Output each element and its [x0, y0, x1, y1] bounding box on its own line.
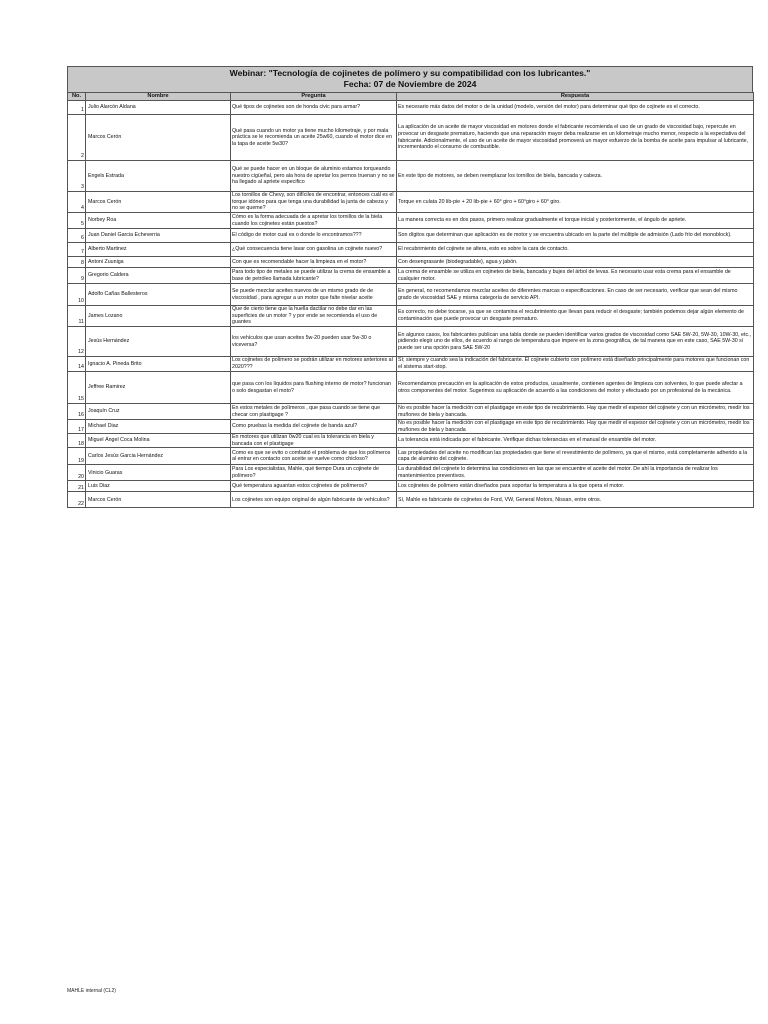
- row-name: Luis Diaz: [86, 481, 231, 492]
- row-name: Juan Daniel Garcia Echeverria: [86, 229, 231, 243]
- row-number: 7: [68, 243, 86, 257]
- row-question: Qué se puede hacer en un bloque de aluminio estamos torqueando nuestro cigüeñal, pero ala hora de apretar los pernos truenan y no se ha llegado al apriete especifico: [231, 161, 397, 192]
- table-row: [68, 101, 754, 115]
- row-number: 6: [68, 229, 86, 243]
- row-number: 22: [68, 492, 86, 508]
- row-answer: Es necesario más datos del motor o de la unidad (modelo, versión del motor) para determinar qué tipo de cojinete es el correcto.: [397, 101, 754, 115]
- row-question: Qué temperatura aguantan estos cojinetes de polímeros?: [231, 481, 397, 492]
- col-header-respuesta: Respuesta: [397, 93, 754, 101]
- row-name: Marcos Cerón: [86, 115, 231, 161]
- table-row: [68, 192, 754, 213]
- row-question: En motores que utilizan 0w20 cual es la tolerancia en biela y bancada con el plastigage: [231, 434, 397, 448]
- table-row: [68, 357, 754, 372]
- row-question: El código de motor cual es o donde lo encontramos???: [231, 229, 397, 243]
- row-question: Qué tipos de cojinetes son de honda civic para armar?: [231, 101, 397, 115]
- row-answer: Torque en culata 20 lib-pie + 20 lib-pie + 60° giro + 60°giro + 60° giro.: [397, 192, 754, 213]
- table-row: [68, 229, 754, 243]
- row-answer: Sí, Mahle es fabricante de cojinetes de Ford, VW, General Motors, Nissan, entre otros.: [397, 492, 754, 508]
- row-question: Con que es recomendable hacer la limpieza en el motor?: [231, 257, 397, 268]
- row-answer: No es posible hacer la medición con el plastigage en este tipo de recubrimiento. Hay que medir el espesor del cojinete y con un micrómetro, medir los muñones de biela y bancada.: [397, 404, 754, 420]
- table-row: [68, 306, 754, 327]
- row-question: Como pruebas la medida del cojinete de banda azul?: [231, 420, 397, 434]
- table-row: [68, 465, 754, 481]
- row-answer: Sí; siempre y cuando sea la indicación del fabricante. El cojinete cubierto con polímero está diseñado principalmente para motores que funcionan con el sistema start-stop.: [397, 357, 754, 372]
- row-question: Se puede mezclar aceites nuevos de un mismo grado de de viscosidad , para agregar a un motor que falte nivelar aceite: [231, 284, 397, 306]
- row-number: 20: [68, 465, 86, 481]
- col-header-pregunta: Pregunta: [231, 93, 397, 101]
- col-header-nombre: Nombre: [86, 93, 231, 101]
- row-name: Julio Alarcón Aldana: [86, 101, 231, 115]
- table-row: [68, 243, 754, 257]
- webinar-date: Fecha: 07 de Noviembre de 2024: [343, 79, 477, 89]
- row-question: los vehículos que usan aceites 5w-20 pueden usar 5w-30 o viceversa?: [231, 327, 397, 357]
- row-name: Adolfo Cañas Ballesteros: [86, 284, 231, 306]
- row-answer: En algunos casos, los fabricantes publican una tabla donde se pueden identificar varios grados de viscosidad como SAE 5W-20, 5W-30, 10W-30, etc., pidiendo elegir uno de ellos, de acuerdo al rango de temperatura que impere en la zona geográfica, de tal manera que en este caso, SAE 5W-30 sí puede ser una opción para SAE 5W-20: [397, 327, 754, 357]
- row-name: James Lozano: [86, 306, 231, 327]
- table-row: [68, 404, 754, 420]
- row-name: Marcos Cerón: [86, 492, 231, 508]
- row-number: 21: [68, 481, 86, 492]
- row-answer: La aplicación de un aceite de mayor viscosidad en motores donde el fabricante recomienda el uso de un grado de viscosidad bajo, repercute en provocar un desgaste prematuro, haciendo que una reparación mayor deba realizarse en un kilometraje mucho menor, respecto a la espectativa del fabricante. Adicionalmente, el uso de un aceite de mayor viscosidad promoverá un mayor esfuerzo de la bomba de aceite para impulsar al lubricante, incrementando el consumo de combustible.: [397, 115, 754, 161]
- row-answer: Los cojinetes de polímero están diseñados para soportar la temperatura a la que opera el motor.: [397, 481, 754, 492]
- row-name: Norbey Roa: [86, 213, 231, 229]
- row-answer: El recubrimiento del cojinete se altera, esto es sobre la cara de contacto.: [397, 243, 754, 257]
- row-question: Qué pasa cuando un motor ya tiene mucho kilometraje, y por mala práctica se le recomienda un aceite 25w60, cuando el motor dice en la tapa de aceite 5w30?: [231, 115, 397, 161]
- table-row: [68, 372, 754, 404]
- row-answer: En este tipo de motores, se deben reemplazar los tornillos de biela, bancada y cabeza.: [397, 161, 754, 192]
- table-row: [68, 213, 754, 229]
- row-number: 18: [68, 434, 86, 448]
- row-answer: Recomendamos precaución en la aplicación de estos productos, usualmente, contienen agentes de limpieza con solventes, lo que puede afectar a otros componentes del motor. Sugerimos su aplicación de acuerdo a las condiciones del motor y efectuado por un profesional de la mecánica.: [397, 372, 754, 404]
- row-answer: La tolerancia está indicada por el fabricante. Verifique dichas tolerancias en el manual de ensamble del motor.: [397, 434, 754, 448]
- row-question: En estos metales de polímeros , que pasa cuando se tiene que checar con plastigage ?: [231, 404, 397, 420]
- row-name: Ignacio A. Pineda Brito: [86, 357, 231, 372]
- row-name: Miguel Ángel Coca Molina: [86, 434, 231, 448]
- sheet-title-block: [67, 66, 753, 92]
- row-number: 19: [68, 448, 86, 465]
- qa-table: [67, 92, 754, 508]
- row-number: 11: [68, 306, 86, 327]
- row-question: ¿Qué consecuencia tiene lavar con gasolina un cojinete nuevo?: [231, 243, 397, 257]
- row-number: 5: [68, 213, 86, 229]
- row-name: Gregorio Caldera: [86, 268, 231, 284]
- row-answer: Las propiedades del aceite no modifican las propiedades que tiene el revestimiento de polímero, ya que el mismo, está completamente adherido a la capa de aluminio del cojinete.: [397, 448, 754, 465]
- row-answer: La durabilidad del cojinete lo determina las condiciones en las que se encuentre el aceite del motor. De ahí la importancia de realizar los mantenimientos preventivos.: [397, 465, 754, 481]
- row-question: Los cojinetes son equipo original de algún fabricante de vehículos?: [231, 492, 397, 508]
- row-name: Engels Estrada: [86, 161, 231, 192]
- row-question: Los cojinetes de polímero se podrán utilizar en motores anteriores al 2020???: [231, 357, 397, 372]
- row-question: Que de cierto tiene que la huella dactilar no debe dar en las superficies de un motor ? y por ende se recomienda el uso de guantes: [231, 306, 397, 327]
- row-number: 3: [68, 161, 86, 192]
- table-row: [68, 420, 754, 434]
- row-number: 16: [68, 404, 86, 420]
- row-answer: No es posible hacer la medición con el plastigage en este tipo de recubrimiento. Hay que medir el espesor del cojinete y con un micrómetro, medir los muñones de biela y bancada: [397, 420, 754, 434]
- table-row: [68, 481, 754, 492]
- table-row: [68, 161, 754, 192]
- row-number: 4: [68, 192, 86, 213]
- row-number: 15: [68, 372, 86, 404]
- row-name: Joaquín Cruz: [86, 404, 231, 420]
- table-row: [68, 327, 754, 357]
- row-number: 8: [68, 257, 86, 268]
- row-question: Para todo tipo de metales se puede utilizar la crema de ensamble a base de petróleo llamada lubricante?: [231, 268, 397, 284]
- row-name: Carlos Jesús Garcia Hernández: [86, 448, 231, 465]
- col-header-no: No.: [68, 93, 86, 101]
- row-number: 14: [68, 357, 86, 372]
- row-number: 10: [68, 284, 86, 306]
- row-name: Marcos Cerón: [86, 192, 231, 213]
- table-row: [68, 492, 754, 508]
- row-number: 17: [68, 420, 86, 434]
- table-row: [68, 434, 754, 448]
- row-answer: Es correcto, no debe tocarse, ya que se contamina el recubrimiento que llevan para reducir el desgaste; también podemos dejar algún elemento de contaminación que puede provocar un desgaste prematuro.: [397, 306, 754, 327]
- row-name: Antoni Zuuniga: [86, 257, 231, 268]
- row-question: Cómo es la forma adecuada de a apretar los tornillos de la biela cuando los cojinetes están puestos?: [231, 213, 397, 229]
- row-number: 2: [68, 115, 86, 161]
- qa-sheet: [67, 66, 753, 508]
- row-number: 12: [68, 327, 86, 357]
- row-question: que pasa con los líquidos para flushing interno de motor? funcionan o solo desgastan el moto?: [231, 372, 397, 404]
- row-question: Los tornillos de Chevy, son difíciles de encontrar, entonces cuál es el torque idóneo para que tenga una durabilidad la junta de cabeza y no se queme?: [231, 192, 397, 213]
- row-answer: Son dígitos que determinan que aplicación es de motor y se encuentra ubicado en la parte del múltiple de admisión (Lado frío del monoblock).: [397, 229, 754, 243]
- row-name: Vinicio Guaras: [86, 465, 231, 481]
- row-number: 1: [68, 101, 86, 115]
- table-row: [68, 268, 754, 284]
- table-row: [68, 448, 754, 465]
- row-number: 9: [68, 268, 86, 284]
- row-name: Michael Diaz: [86, 420, 231, 434]
- row-name: Alberto Martinez: [86, 243, 231, 257]
- row-answer: Con desengrasante (biodegradable), agua y jabón.: [397, 257, 754, 268]
- table-header-row: [68, 93, 754, 101]
- table-row: [68, 257, 754, 268]
- classification-footer: MAHLE internal (CL2): [67, 988, 116, 994]
- row-answer: La manera correcta es en dos pasos, primero realizar gradualmente el torque inicial y posteriormente, el ángulo de apriete.: [397, 213, 754, 229]
- webinar-title: Webinar: "Tecnología de cojinetes de polímero y su compatibilidad con los lubricantes.": [229, 68, 591, 78]
- row-question: Para Los especialistas, Mahle, qué tiempo Dura un cojinete de polímero?: [231, 465, 397, 481]
- table-row: [68, 284, 754, 306]
- row-name: Jesús Hernández: [86, 327, 231, 357]
- qa-table-body: [68, 101, 754, 508]
- table-row: [68, 115, 754, 161]
- row-answer: En general, no recomendamos mezclar aceites de diferentes marcas o especificaciones. En caso de ser necesario, verificar que sean del mismo grado de viscosidad SAE y misma categoría de servicio API.: [397, 284, 754, 306]
- row-name: Jeffree Ramirez: [86, 372, 231, 404]
- row-question: Como es que se evito o combatió el problema de que los polímeros al entrar en contacto con aceite se vuelve como chicloso?: [231, 448, 397, 465]
- row-answer: La crema de ensamble se utiliza en cojinetes de biela, bancada y bujes del árbol de levas. Es necesario usar esta crema para el ensamble de cualquier motor.: [397, 268, 754, 284]
